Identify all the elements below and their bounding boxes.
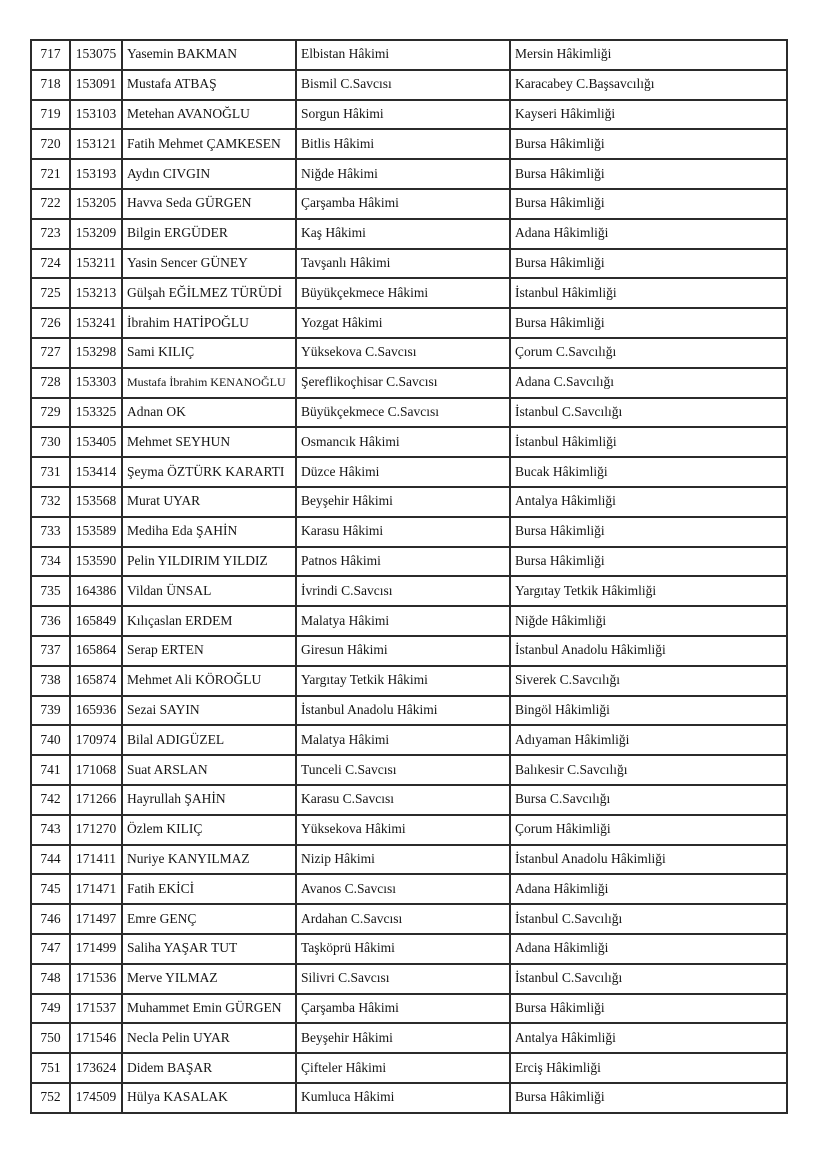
new-assignment-cell: Bursa Hâkimliği	[510, 1083, 787, 1113]
row-number-cell: 739	[31, 696, 70, 726]
table-row	[31, 249, 787, 279]
current-post-cell: Düzce Hâkimi	[296, 457, 510, 487]
name-cell: Hülya KASALAK	[122, 1083, 296, 1113]
new-assignment-cell: Adana Hâkimliği	[510, 874, 787, 904]
name-cell: Murat UYAR	[122, 487, 296, 517]
assignments-table	[30, 39, 788, 1114]
name-cell: Vildan ÜNSAL	[122, 576, 296, 606]
current-post-cell: Silivri C.Savcısı	[296, 964, 510, 994]
row-number-cell: 742	[31, 785, 70, 815]
row-number-cell: 718	[31, 70, 70, 100]
registry-number-cell: 153091	[70, 70, 122, 100]
new-assignment-cell: İstanbul Hâkimliği	[510, 278, 787, 308]
table-row	[31, 815, 787, 845]
new-assignment-cell: İstanbul Anadolu Hâkimliği	[510, 636, 787, 666]
row-number-cell: 738	[31, 666, 70, 696]
current-post-cell: Büyükçekmece Hâkimi	[296, 278, 510, 308]
row-number-cell: 741	[31, 755, 70, 785]
name-cell: Şeyma ÖZTÜRK KARARTI	[122, 457, 296, 487]
table-row	[31, 725, 787, 755]
current-post-cell: Osmancık Hâkimi	[296, 427, 510, 457]
name-cell: Mehmet SEYHUN	[122, 427, 296, 457]
new-assignment-cell: Siverek C.Savcılığı	[510, 666, 787, 696]
current-post-cell: Çarşamba Hâkimi	[296, 994, 510, 1024]
registry-number-cell: 165864	[70, 636, 122, 666]
current-post-cell: Kaş Hâkimi	[296, 219, 510, 249]
row-number-cell: 746	[31, 904, 70, 934]
registry-number-cell: 153298	[70, 338, 122, 368]
registry-number-cell: 153568	[70, 487, 122, 517]
registry-number-cell: 171497	[70, 904, 122, 934]
table-row	[31, 845, 787, 875]
table-row	[31, 874, 787, 904]
table-row	[31, 338, 787, 368]
registry-number-cell: 153405	[70, 427, 122, 457]
row-number-cell: 731	[31, 457, 70, 487]
name-cell: İbrahim HATİPOĞLU	[122, 308, 296, 338]
registry-number-cell: 165849	[70, 606, 122, 636]
registry-number-cell: 171270	[70, 815, 122, 845]
current-post-cell: Elbistan Hâkimi	[296, 40, 510, 70]
current-post-cell: İstanbul Anadolu Hâkimi	[296, 696, 510, 726]
new-assignment-cell: Karacabey C.Başsavcılığı	[510, 70, 787, 100]
table-row	[31, 696, 787, 726]
table-row	[31, 100, 787, 130]
new-assignment-cell: Mersin Hâkimliği	[510, 40, 787, 70]
row-number-cell: 752	[31, 1083, 70, 1113]
current-post-cell: Patnos Hâkimi	[296, 547, 510, 577]
current-post-cell: Kumluca Hâkimi	[296, 1083, 510, 1113]
table-row	[31, 487, 787, 517]
row-number-cell: 728	[31, 368, 70, 398]
row-number-cell: 740	[31, 725, 70, 755]
name-cell: Gülşah EĞİLMEZ TÜRÜDİ	[122, 278, 296, 308]
table-row	[31, 278, 787, 308]
new-assignment-cell: Bucak Hâkimliği	[510, 457, 787, 487]
table-row	[31, 398, 787, 428]
current-post-cell: Karasu C.Savcısı	[296, 785, 510, 815]
name-cell: Suat ARSLAN	[122, 755, 296, 785]
name-cell: Pelin YILDIRIM YILDIZ	[122, 547, 296, 577]
table-row	[31, 517, 787, 547]
new-assignment-cell: İstanbul C.Savcılığı	[510, 398, 787, 428]
current-post-cell: Bitlis Hâkimi	[296, 129, 510, 159]
row-number-cell: 750	[31, 1023, 70, 1053]
current-post-cell: Yargıtay Tetkik Hâkimi	[296, 666, 510, 696]
name-cell: Sezai SAYIN	[122, 696, 296, 726]
current-post-cell: Karasu Hâkimi	[296, 517, 510, 547]
registry-number-cell: 171546	[70, 1023, 122, 1053]
row-number-cell: 720	[31, 129, 70, 159]
registry-number-cell: 153589	[70, 517, 122, 547]
table-row	[31, 636, 787, 666]
current-post-cell: Sorgun Hâkimi	[296, 100, 510, 130]
current-post-cell: Niğde Hâkimi	[296, 159, 510, 189]
registry-number-cell: 171266	[70, 785, 122, 815]
new-assignment-cell: İstanbul C.Savcılığı	[510, 904, 787, 934]
name-cell: Mehmet Ali KÖROĞLU	[122, 666, 296, 696]
new-assignment-cell: İstanbul Hâkimliği	[510, 427, 787, 457]
row-number-cell: 735	[31, 576, 70, 606]
name-cell: Adnan OK	[122, 398, 296, 428]
new-assignment-cell: Bursa Hâkimliği	[510, 517, 787, 547]
name-cell: Mustafa İbrahim KENANOĞLU	[122, 368, 296, 398]
table-row	[31, 70, 787, 100]
new-assignment-cell: Antalya Hâkimliği	[510, 1023, 787, 1053]
row-number-cell: 747	[31, 934, 70, 964]
new-assignment-cell: Adana C.Savcılığı	[510, 368, 787, 398]
table-row	[31, 1023, 787, 1053]
name-cell: Metehan AVANOĞLU	[122, 100, 296, 130]
table-row	[31, 785, 787, 815]
new-assignment-cell: Adana Hâkimliği	[510, 934, 787, 964]
registry-number-cell: 171471	[70, 874, 122, 904]
row-number-cell: 733	[31, 517, 70, 547]
name-cell: Mustafa ATBAŞ	[122, 70, 296, 100]
row-number-cell: 729	[31, 398, 70, 428]
registry-number-cell: 171068	[70, 755, 122, 785]
row-number-cell: 748	[31, 964, 70, 994]
name-cell: Didem BAŞAR	[122, 1053, 296, 1083]
current-post-cell: Bismil C.Savcısı	[296, 70, 510, 100]
name-cell: Havva Seda GÜRGEN	[122, 189, 296, 219]
registry-number-cell: 153075	[70, 40, 122, 70]
name-cell: Fatih Mehmet ÇAMKESEN	[122, 129, 296, 159]
table-row	[31, 994, 787, 1024]
registry-number-cell: 174509	[70, 1083, 122, 1113]
current-post-cell: Yozgat Hâkimi	[296, 308, 510, 338]
table-row	[31, 1083, 787, 1113]
table-row	[31, 40, 787, 70]
row-number-cell: 725	[31, 278, 70, 308]
registry-number-cell: 153241	[70, 308, 122, 338]
name-cell: Nuriye KANYILMAZ	[122, 845, 296, 875]
table-body	[31, 40, 787, 1113]
registry-number-cell: 171499	[70, 934, 122, 964]
name-cell: Bilal ADIGÜZEL	[122, 725, 296, 755]
row-number-cell: 751	[31, 1053, 70, 1083]
name-cell: Hayrullah ŞAHİN	[122, 785, 296, 815]
name-cell: Sami KILIÇ	[122, 338, 296, 368]
current-post-cell: Şereflikoçhisar C.Savcısı	[296, 368, 510, 398]
registry-number-cell: 153303	[70, 368, 122, 398]
current-post-cell: Nizip Hâkimi	[296, 845, 510, 875]
new-assignment-cell: Bursa Hâkimliği	[510, 547, 787, 577]
name-cell: Saliha YAŞAR TUT	[122, 934, 296, 964]
current-post-cell: Taşköprü Hâkimi	[296, 934, 510, 964]
table-row	[31, 606, 787, 636]
table-row	[31, 934, 787, 964]
new-assignment-cell: Bursa Hâkimliği	[510, 189, 787, 219]
current-post-cell: Tunceli C.Savcısı	[296, 755, 510, 785]
name-cell: Yasin Sencer GÜNEY	[122, 249, 296, 279]
registry-number-cell: 153209	[70, 219, 122, 249]
table-row	[31, 457, 787, 487]
name-cell: Yasemin BAKMAN	[122, 40, 296, 70]
current-post-cell: Ardahan C.Savcısı	[296, 904, 510, 934]
name-cell: Merve YILMAZ	[122, 964, 296, 994]
row-number-cell: 734	[31, 547, 70, 577]
registry-number-cell: 153213	[70, 278, 122, 308]
new-assignment-cell: Bursa Hâkimliği	[510, 159, 787, 189]
row-number-cell: 721	[31, 159, 70, 189]
name-cell: Aydın CIVGIN	[122, 159, 296, 189]
registry-number-cell: 153211	[70, 249, 122, 279]
registry-number-cell: 153590	[70, 547, 122, 577]
name-cell: Özlem KILIÇ	[122, 815, 296, 845]
current-post-cell: Giresun Hâkimi	[296, 636, 510, 666]
registry-number-cell: 171411	[70, 845, 122, 875]
new-assignment-cell: Niğde Hâkimliği	[510, 606, 787, 636]
current-post-cell: Malatya Hâkimi	[296, 606, 510, 636]
table-row	[31, 219, 787, 249]
row-number-cell: 745	[31, 874, 70, 904]
current-post-cell: Avanos C.Savcısı	[296, 874, 510, 904]
name-cell: Muhammet Emin GÜRGEN	[122, 994, 296, 1024]
new-assignment-cell: Bursa Hâkimliği	[510, 308, 787, 338]
row-number-cell: 736	[31, 606, 70, 636]
name-cell: Bilgin ERGÜDER	[122, 219, 296, 249]
name-cell: Emre GENÇ	[122, 904, 296, 934]
row-number-cell: 732	[31, 487, 70, 517]
table-row	[31, 159, 787, 189]
table-row	[31, 368, 787, 398]
new-assignment-cell: Bingöl Hâkimliği	[510, 696, 787, 726]
registry-number-cell: 153414	[70, 457, 122, 487]
row-number-cell: 719	[31, 100, 70, 130]
new-assignment-cell: Çorum Hâkimliği	[510, 815, 787, 845]
table-row	[31, 755, 787, 785]
registry-number-cell: 170974	[70, 725, 122, 755]
new-assignment-cell: Çorum C.Savcılığı	[510, 338, 787, 368]
table-row	[31, 666, 787, 696]
current-post-cell: Tavşanlı Hâkimi	[296, 249, 510, 279]
current-post-cell: Büyükçekmece C.Savcısı	[296, 398, 510, 428]
row-number-cell: 722	[31, 189, 70, 219]
row-number-cell: 743	[31, 815, 70, 845]
registry-number-cell: 165936	[70, 696, 122, 726]
new-assignment-cell: İstanbul Anadolu Hâkimliği	[510, 845, 787, 875]
registry-number-cell: 153325	[70, 398, 122, 428]
row-number-cell: 724	[31, 249, 70, 279]
registry-number-cell: 153193	[70, 159, 122, 189]
table-row	[31, 427, 787, 457]
registry-number-cell: 173624	[70, 1053, 122, 1083]
row-number-cell: 727	[31, 338, 70, 368]
row-number-cell: 749	[31, 994, 70, 1024]
new-assignment-cell: Bursa Hâkimliği	[510, 129, 787, 159]
row-number-cell: 723	[31, 219, 70, 249]
new-assignment-cell: Bursa Hâkimliği	[510, 994, 787, 1024]
table-row	[31, 547, 787, 577]
current-post-cell: Çifteler Hâkimi	[296, 1053, 510, 1083]
name-cell: Kılıçaslan ERDEM	[122, 606, 296, 636]
row-number-cell: 737	[31, 636, 70, 666]
name-cell: Necla Pelin UYAR	[122, 1023, 296, 1053]
new-assignment-cell: Adıyaman Hâkimliği	[510, 725, 787, 755]
new-assignment-cell: Kayseri Hâkimliği	[510, 100, 787, 130]
table-row	[31, 189, 787, 219]
new-assignment-cell: Yargıtay Tetkik Hâkimliği	[510, 576, 787, 606]
table-row	[31, 129, 787, 159]
new-assignment-cell: Erciş Hâkimliği	[510, 1053, 787, 1083]
current-post-cell: Beyşehir Hâkimi	[296, 487, 510, 517]
table-row	[31, 964, 787, 994]
current-post-cell: Malatya Hâkimi	[296, 725, 510, 755]
registry-number-cell: 153205	[70, 189, 122, 219]
new-assignment-cell: Balıkesir C.Savcılığı	[510, 755, 787, 785]
row-number-cell: 726	[31, 308, 70, 338]
registry-number-cell: 164386	[70, 576, 122, 606]
name-cell: Fatih EKİCİ	[122, 874, 296, 904]
table-row	[31, 1053, 787, 1083]
name-cell: Mediha Eda ŞAHİN	[122, 517, 296, 547]
registry-number-cell: 153121	[70, 129, 122, 159]
registry-number-cell: 171536	[70, 964, 122, 994]
row-number-cell: 730	[31, 427, 70, 457]
name-cell: Serap ERTEN	[122, 636, 296, 666]
current-post-cell: Çarşamba Hâkimi	[296, 189, 510, 219]
new-assignment-cell: İstanbul C.Savcılığı	[510, 964, 787, 994]
new-assignment-cell: Antalya Hâkimliği	[510, 487, 787, 517]
new-assignment-cell: Adana Hâkimliği	[510, 219, 787, 249]
current-post-cell: Yüksekova C.Savcısı	[296, 338, 510, 368]
table-row	[31, 904, 787, 934]
new-assignment-cell: Bursa Hâkimliği	[510, 249, 787, 279]
row-number-cell: 717	[31, 40, 70, 70]
registry-number-cell: 171537	[70, 994, 122, 1024]
registry-number-cell: 153103	[70, 100, 122, 130]
table-row	[31, 576, 787, 606]
registry-number-cell: 165874	[70, 666, 122, 696]
row-number-cell: 744	[31, 845, 70, 875]
current-post-cell: İvrindi C.Savcısı	[296, 576, 510, 606]
new-assignment-cell: Bursa C.Savcılığı	[510, 785, 787, 815]
current-post-cell: Beyşehir Hâkimi	[296, 1023, 510, 1053]
table-row	[31, 308, 787, 338]
current-post-cell: Yüksekova Hâkimi	[296, 815, 510, 845]
